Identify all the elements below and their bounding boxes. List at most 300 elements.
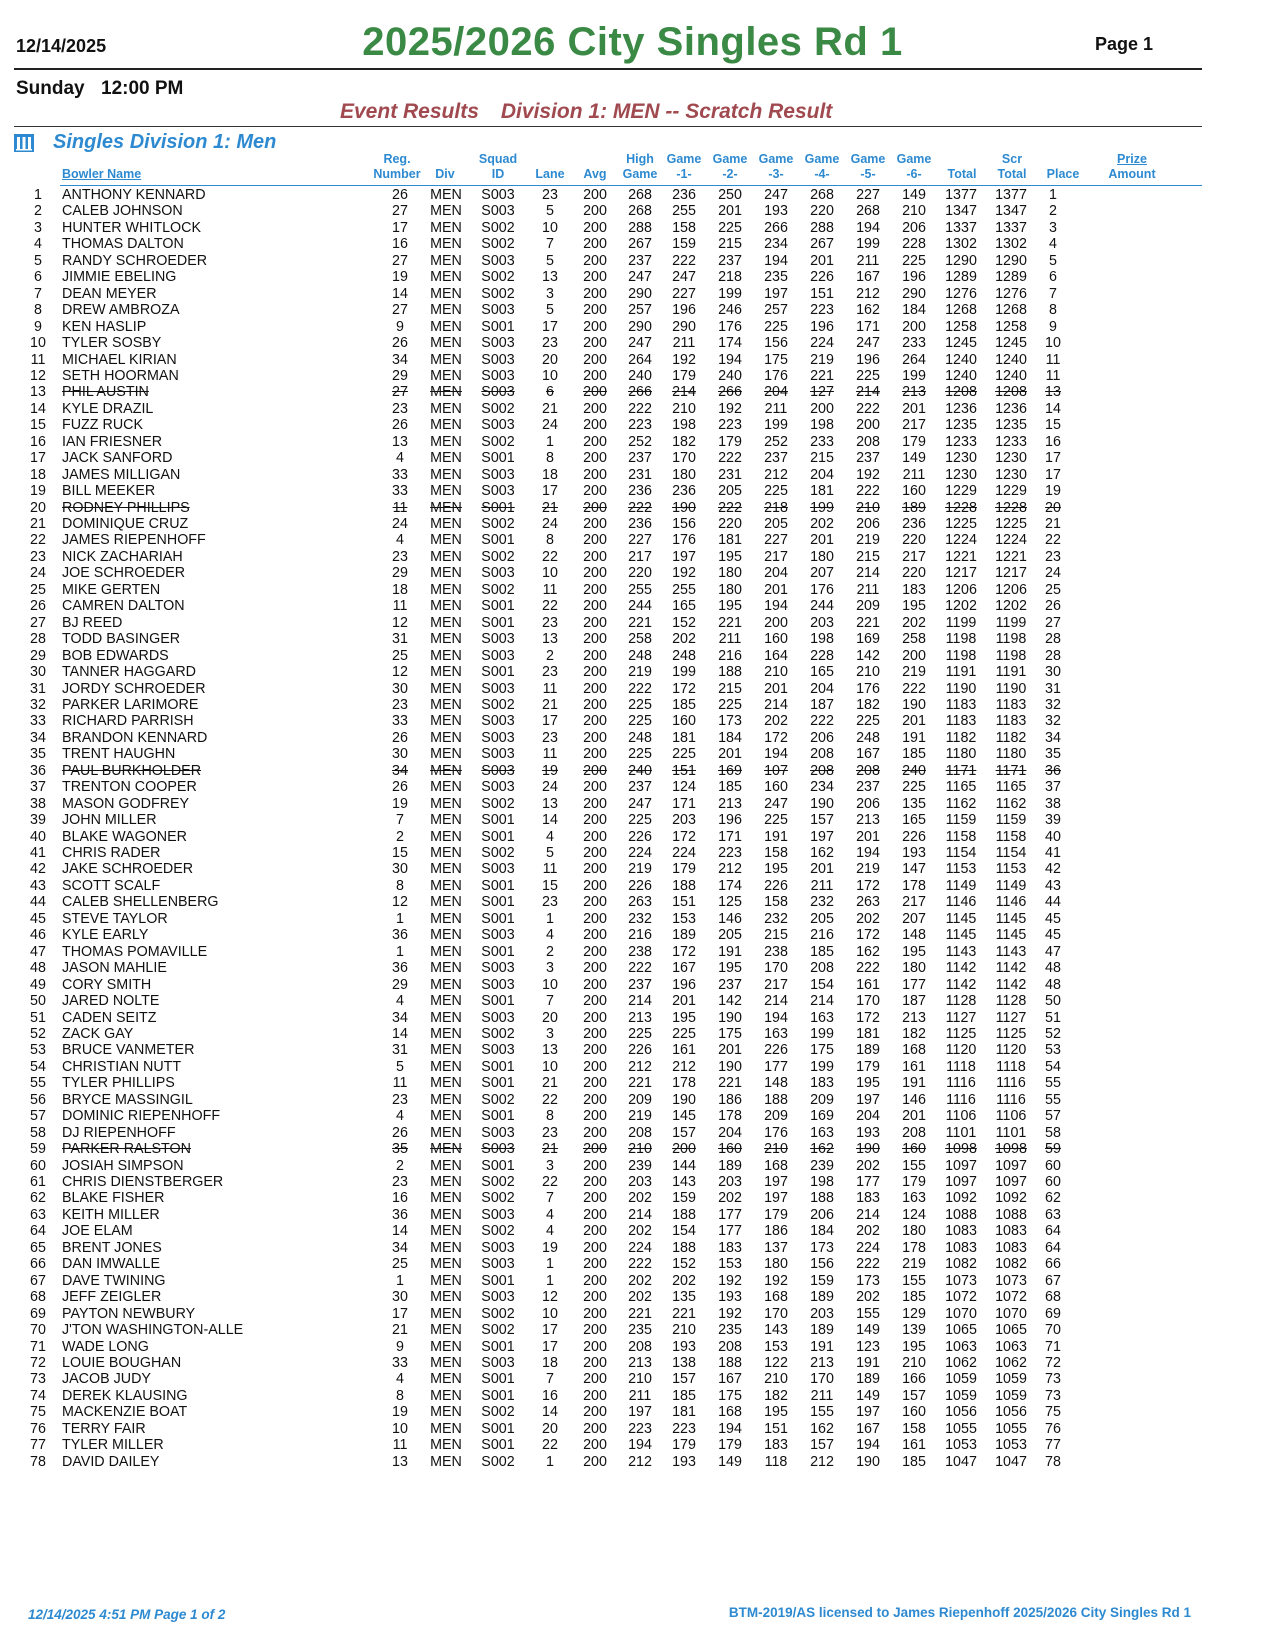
cell-squad-id: S001: [481, 1387, 515, 1404]
cell-row-number: 57: [30, 1108, 46, 1125]
cell-scr-total: 1153: [995, 861, 1027, 878]
cell-lane: 3: [546, 1157, 554, 1174]
cell-game-2: 186: [718, 1091, 742, 1108]
cell-game-3: 200: [764, 614, 788, 631]
cell-game-6: 236: [902, 516, 926, 532]
cell-average: 200: [583, 1025, 607, 1042]
header-divider: [14, 68, 1202, 70]
cell-game-1: 211: [672, 335, 696, 352]
cell-high-game: 236: [628, 516, 652, 532]
event-time: 12:00 PM: [101, 78, 184, 99]
cell-place: 37: [1045, 779, 1061, 796]
cell-game-5: 196: [856, 351, 880, 368]
cell-game-1: 178: [672, 1075, 696, 1092]
cell-average: 200: [583, 565, 607, 582]
col-reg-number: [372, 152, 422, 182]
table-row: [0, 286, 1265, 303]
cell-reg-number: 4: [396, 1371, 404, 1388]
cell-average: 200: [583, 1437, 607, 1454]
cell-game-5: 155: [856, 1305, 880, 1322]
col-game-3: [756, 152, 796, 182]
cell-game-5: 210: [856, 664, 880, 681]
cell-reg-number: 31: [392, 631, 408, 648]
cell-scr-total: 1191: [995, 664, 1027, 681]
cell-squad-id: S002: [481, 1305, 515, 1322]
cell-game-4: 157: [810, 1437, 834, 1454]
cell-reg-number: 26: [392, 187, 408, 203]
cell-place: 44: [1045, 894, 1061, 911]
cell-game-5: 170: [856, 993, 880, 1010]
cell-division: MEN: [430, 565, 462, 582]
cell-game-3: 188: [764, 1091, 788, 1108]
cell-division: MEN: [430, 1124, 462, 1141]
cell-game-6: 225: [902, 252, 926, 269]
cell-total: 1063: [945, 1338, 977, 1355]
cell-scr-total: 1258: [995, 318, 1027, 335]
cell-row-number: 62: [30, 1190, 46, 1207]
cell-place: 48: [1045, 976, 1061, 993]
table-row: [0, 220, 1265, 237]
cell-game-4: 239: [810, 1157, 834, 1174]
cell-game-1: 157: [672, 1124, 696, 1141]
cell-average: 200: [583, 894, 607, 911]
cell-squad-id: S001: [481, 532, 515, 549]
cell-game-3: 204: [764, 565, 788, 582]
cell-average: 200: [583, 1453, 607, 1470]
cell-division: MEN: [430, 581, 462, 598]
cell-game-5: 202: [856, 1223, 880, 1240]
cell-game-2: 177: [718, 1223, 742, 1240]
cell-game-4: 201: [810, 532, 834, 549]
cell-total: 1106: [945, 1108, 977, 1125]
table-row: [0, 1108, 1265, 1125]
cell-lane: 17: [542, 318, 558, 335]
cell-high-game: 248: [628, 647, 652, 664]
cell-game-3: 199: [764, 417, 788, 434]
cell-place: 7: [1049, 285, 1057, 302]
cell-lane: 7: [546, 1371, 554, 1388]
cell-squad-id: S003: [481, 384, 515, 401]
cell-high-game: 237: [628, 450, 652, 467]
cell-game-4: 197: [810, 828, 834, 845]
cell-scr-total: 1198: [995, 647, 1027, 664]
cell-squad-id: S001: [481, 664, 515, 681]
cell-game-1: 200: [672, 1141, 696, 1158]
cell-division: MEN: [430, 631, 462, 648]
cell-total: 1206: [945, 581, 977, 598]
table-row: [0, 1289, 1265, 1306]
cell-lane: 3: [546, 285, 554, 302]
cell-reg-number: 1: [396, 910, 404, 927]
cell-row-number: 15: [30, 417, 46, 434]
cell-game-4: 169: [810, 1108, 834, 1125]
cell-average: 200: [583, 877, 607, 894]
cell-bowler-name: KYLE EARLY: [62, 927, 149, 944]
cell-game-1: 181: [672, 1404, 696, 1421]
cell-game-4: 203: [810, 614, 834, 631]
cell-game-4: 201: [810, 861, 834, 878]
cell-game-5: 224: [856, 1239, 880, 1256]
cell-total: 1101: [945, 1124, 977, 1141]
cell-row-number: 19: [30, 483, 46, 500]
cell-scr-total: 1145: [995, 927, 1027, 944]
cell-high-game: 248: [628, 729, 652, 746]
cell-row-number: 21: [30, 516, 46, 532]
cell-game-4: 188: [810, 1190, 834, 1207]
cell-game-3: 210: [764, 1371, 788, 1388]
cell-game-2: 225: [718, 219, 742, 236]
cell-high-game: 232: [628, 910, 652, 927]
cell-squad-id: S003: [481, 302, 515, 319]
cell-average: 200: [583, 614, 607, 631]
cell-game-1: 151: [672, 894, 696, 911]
cell-game-1: 192: [672, 351, 696, 368]
cell-game-1: 138: [672, 1354, 696, 1371]
cell-bowler-name: CHRISTIAN NUTT: [62, 1058, 182, 1075]
cell-average: 200: [583, 729, 607, 746]
cell-bowler-name: IAN FRIESNER: [62, 433, 163, 450]
cell-reg-number: 36: [392, 927, 408, 944]
cell-game-6: 161: [902, 1058, 926, 1075]
cell-row-number: 42: [30, 861, 46, 878]
cell-game-4: 163: [810, 1009, 834, 1026]
cell-game-1: 255: [672, 203, 696, 220]
cell-game-4: 189: [810, 1289, 834, 1306]
cell-game-5: 202: [856, 910, 880, 927]
cell-place: 28: [1045, 647, 1061, 664]
cell-game-2: 237: [718, 976, 742, 993]
cell-game-3: 225: [764, 812, 788, 829]
cell-reg-number: 14: [392, 1025, 408, 1042]
cell-total: 1059: [945, 1371, 977, 1388]
cell-bowler-name: PAUL BURKHOLDER: [62, 762, 202, 779]
cell-average: 200: [583, 598, 607, 615]
cell-game-6: 213: [902, 384, 926, 401]
cell-lane: 16: [542, 1387, 558, 1404]
cell-reg-number: 29: [392, 976, 408, 993]
cell-game-6: 219: [902, 1256, 926, 1273]
cell-place: 68: [1045, 1289, 1061, 1306]
cell-bowler-name: KYLE DRAZIL: [62, 400, 154, 417]
cell-lane: 10: [542, 976, 558, 993]
cell-game-4: 163: [810, 1124, 834, 1141]
cell-lane: 4: [546, 1223, 554, 1240]
table-row: [0, 1059, 1265, 1076]
cell-high-game: 202: [628, 1272, 652, 1289]
cell-game-4: 211: [810, 1387, 834, 1404]
cell-total: 1258: [945, 318, 977, 335]
cell-reg-number: 33: [392, 1354, 408, 1371]
cell-bowler-name: MIKE GERTEN: [62, 581, 161, 598]
table-row: [0, 1010, 1265, 1027]
table-row: [0, 1454, 1265, 1471]
cell-game-1: 157: [672, 1371, 696, 1388]
cell-game-4: 268: [810, 187, 834, 203]
cell-lane: 13: [542, 269, 558, 286]
cell-lane: 5: [546, 252, 554, 269]
cell-game-3: 218: [764, 499, 788, 516]
cell-total: 1347: [945, 203, 977, 220]
cell-total: 1268: [945, 302, 977, 319]
col-g6-bottom: -6-: [906, 167, 922, 181]
cell-game-6: 139: [902, 1322, 926, 1339]
cell-game-4: 211: [810, 877, 834, 894]
cell-division: MEN: [430, 598, 462, 615]
cell-reg-number: 34: [392, 762, 408, 779]
cell-scr-total: 1062: [995, 1354, 1027, 1371]
cell-reg-number: 4: [396, 532, 404, 549]
cell-high-game: 213: [628, 1009, 652, 1026]
cell-average: 200: [583, 664, 607, 681]
table-row: [0, 927, 1265, 944]
cell-game-6: 160: [902, 1404, 926, 1421]
cell-game-4: 189: [810, 1322, 834, 1339]
cell-game-6: 290: [902, 285, 926, 302]
table-row: [0, 894, 1265, 911]
cell-game-2: 240: [718, 367, 742, 384]
cell-bowler-name: JEFF ZEIGLER: [62, 1289, 162, 1306]
cell-place: 24: [1045, 565, 1061, 582]
cell-game-1: 199: [672, 664, 696, 681]
cell-game-2: 225: [718, 696, 742, 713]
cell-division: MEN: [430, 252, 462, 269]
cell-lane: 12: [542, 1289, 558, 1306]
cell-total: 1142: [945, 976, 977, 993]
cell-bowler-name: BRANDON KENNARD: [62, 729, 208, 746]
cell-squad-id: S001: [481, 910, 515, 927]
cell-total: 1230: [945, 450, 977, 467]
cell-game-5: 197: [856, 1404, 880, 1421]
cell-game-3: 204: [764, 384, 788, 401]
table-row: [0, 1174, 1265, 1191]
cell-scr-total: 1083: [995, 1239, 1027, 1256]
cell-reg-number: 30: [392, 1289, 408, 1306]
cell-reg-number: 33: [392, 713, 408, 730]
cell-game-2: 167: [718, 1371, 742, 1388]
cell-place: 55: [1045, 1075, 1061, 1092]
cell-game-1: 172: [672, 828, 696, 845]
cell-squad-id: S003: [481, 1042, 515, 1059]
cell-total: 1190: [945, 680, 977, 697]
cell-game-4: 215: [810, 450, 834, 467]
cell-total: 1165: [945, 779, 977, 796]
cell-place: 14: [1045, 400, 1061, 417]
cell-game-3: 176: [764, 367, 788, 384]
cell-reg-number: 11: [392, 598, 408, 615]
cell-bowler-name: J'TON WASHINGTON-ALLE: [62, 1322, 244, 1339]
cell-division: MEN: [430, 960, 462, 977]
cell-game-5: 237: [856, 450, 880, 467]
cell-division: MEN: [430, 976, 462, 993]
cell-reg-number: 34: [392, 1239, 408, 1256]
cell-division: MEN: [430, 729, 462, 746]
cell-row-number: 22: [30, 532, 46, 549]
cell-game-5: 208: [856, 433, 880, 450]
cell-game-6: 225: [902, 779, 926, 796]
cell-division: MEN: [430, 1404, 462, 1421]
cell-game-6: 195: [902, 1338, 926, 1355]
cell-game-2: 220: [718, 516, 742, 532]
cell-game-4: 244: [810, 598, 834, 615]
cell-division: MEN: [430, 1174, 462, 1190]
cell-game-3: 143: [764, 1322, 788, 1339]
table-row: [0, 1190, 1265, 1207]
cell-average: 200: [583, 960, 607, 977]
cell-row-number: 27: [30, 614, 46, 631]
cell-scr-total: 1056: [995, 1404, 1027, 1421]
table-row: [0, 467, 1265, 484]
cell-total: 1276: [945, 285, 977, 302]
col-bowler-name-label: Bowler Name: [62, 167, 142, 181]
cell-average: 200: [583, 1223, 607, 1240]
col-squad-bottom: ID: [491, 167, 505, 181]
cell-average: 200: [583, 400, 607, 417]
cell-game-1: 171: [672, 795, 696, 812]
cell-lane: 10: [542, 367, 558, 384]
cell-total: 1245: [945, 335, 977, 352]
cell-game-1: 193: [672, 1453, 696, 1470]
cell-scr-total: 1183: [995, 713, 1027, 730]
cell-average: 200: [583, 713, 607, 730]
cell-total: 1162: [945, 795, 977, 812]
cell-game-2: 178: [718, 1108, 742, 1125]
cell-row-number: 52: [30, 1025, 46, 1042]
cell-game-3: 156: [764, 335, 788, 352]
cell-high-game: 202: [628, 1223, 652, 1240]
cell-scr-total: 1097: [995, 1174, 1027, 1190]
cell-bowler-name: JIMMIE EBELING: [62, 269, 177, 286]
cell-division: MEN: [430, 779, 462, 796]
cell-division: MEN: [430, 384, 462, 401]
cell-game-6: 201: [902, 1108, 926, 1125]
cell-game-4: 213: [810, 1354, 834, 1371]
cell-place: 31: [1045, 680, 1061, 697]
cell-game-3: 170: [764, 960, 788, 977]
cell-average: 200: [583, 466, 607, 483]
cell-game-1: 197: [672, 548, 696, 565]
cell-reg-number: 35: [392, 1141, 408, 1158]
cell-game-4: 204: [810, 466, 834, 483]
cell-reg-number: 14: [392, 1223, 408, 1240]
cell-lane: 22: [542, 598, 558, 615]
cell-squad-id: S003: [481, 1256, 515, 1273]
cell-total: 1182: [945, 729, 977, 746]
cell-game-1: 225: [672, 1025, 696, 1042]
cell-reg-number: 4: [396, 1108, 404, 1125]
cell-game-4: 267: [810, 236, 834, 253]
cell-high-game: 210: [628, 1371, 652, 1388]
cell-bowler-name: CAMREN DALTON: [62, 598, 185, 615]
cell-squad-id: S003: [481, 927, 515, 944]
table-row: [0, 944, 1265, 961]
cell-high-game: 225: [628, 713, 652, 730]
cell-game-2: 235: [718, 1322, 742, 1339]
cell-game-6: 157: [902, 1387, 926, 1404]
col-avg-label: Avg: [583, 167, 607, 181]
cell-game-3: 217: [764, 976, 788, 993]
cell-game-3: 151: [764, 1420, 788, 1437]
cell-game-4: 226: [810, 269, 834, 286]
cell-high-game: 263: [628, 894, 652, 911]
subtitle-divider: [14, 126, 1202, 127]
col-g5-top: Game: [850, 152, 886, 166]
col-game-4: [802, 152, 842, 182]
cell-game-2: 180: [718, 565, 742, 582]
cell-scr-total: 1055: [995, 1420, 1027, 1437]
cell-bowler-name: PARKER LARIMORE: [62, 696, 199, 713]
table-row: [0, 203, 1265, 220]
cell-game-4: 220: [810, 203, 834, 220]
cell-game-5: 190: [856, 1453, 880, 1470]
table-row: [0, 1256, 1265, 1273]
cell-game-3: 107: [764, 762, 788, 779]
cell-high-game: 222: [628, 1256, 652, 1273]
cell-game-1: 144: [672, 1157, 696, 1174]
cell-place: 20: [1045, 499, 1061, 516]
col-game-1: [664, 152, 704, 182]
cell-row-number: 70: [30, 1322, 46, 1339]
cell-game-6: 220: [902, 565, 926, 582]
cell-scr-total: 1162: [995, 795, 1027, 812]
cell-high-game: 237: [628, 779, 652, 796]
cell-game-6: 222: [902, 680, 926, 697]
cell-bowler-name: BRENT JONES: [62, 1239, 162, 1256]
cell-game-1: 167: [672, 960, 696, 977]
cell-scr-total: 1097: [995, 1157, 1027, 1174]
cell-high-game: 264: [628, 351, 652, 368]
cell-game-2: 195: [718, 548, 742, 565]
cell-reg-number: 13: [392, 1453, 408, 1470]
cell-squad-id: S002: [481, 1025, 515, 1042]
cell-place: 64: [1045, 1239, 1061, 1256]
cell-scr-total: 1229: [995, 483, 1027, 500]
cell-place: 41: [1045, 845, 1061, 861]
cell-lane: 7: [546, 1190, 554, 1207]
cell-game-6: 161: [902, 1437, 926, 1454]
cell-lane: 10: [542, 1058, 558, 1075]
cell-total: 1171: [945, 762, 977, 779]
cell-game-5: 123: [856, 1338, 880, 1355]
cell-bowler-name: MICHAEL KIRIAN: [62, 351, 177, 368]
cell-bowler-name: DJ RIEPENHOFF: [62, 1124, 176, 1141]
cell-row-number: 43: [30, 877, 46, 894]
cell-total: 1224: [945, 532, 977, 549]
cell-bowler-name: DREW AMBROZA: [62, 302, 180, 319]
cell-total: 1217: [945, 565, 977, 582]
cell-game-3: 160: [764, 631, 788, 648]
cell-game-4: 170: [810, 1371, 834, 1388]
cell-game-5: 142: [856, 647, 880, 664]
table-row: [0, 1075, 1265, 1092]
cell-lane: 21: [542, 499, 558, 516]
cell-reg-number: 8: [396, 877, 404, 894]
cell-row-number: 26: [30, 598, 46, 615]
cell-game-5: 194: [856, 219, 880, 236]
cell-reg-number: 4: [396, 450, 404, 467]
cell-scr-total: 1268: [995, 302, 1027, 319]
cell-row-number: 16: [30, 433, 46, 450]
cell-game-1: 153: [672, 910, 696, 927]
cell-game-3: 194: [764, 746, 788, 763]
col-squad-top: Squad: [478, 152, 518, 166]
cell-game-5: 213: [856, 812, 880, 829]
cell-average: 200: [583, 1354, 607, 1371]
cell-lane: 24: [542, 779, 558, 796]
cell-scr-total: 1230: [995, 466, 1027, 483]
cell-high-game: 252: [628, 433, 652, 450]
cell-average: 200: [583, 1322, 607, 1339]
cell-place: 76: [1045, 1420, 1061, 1437]
